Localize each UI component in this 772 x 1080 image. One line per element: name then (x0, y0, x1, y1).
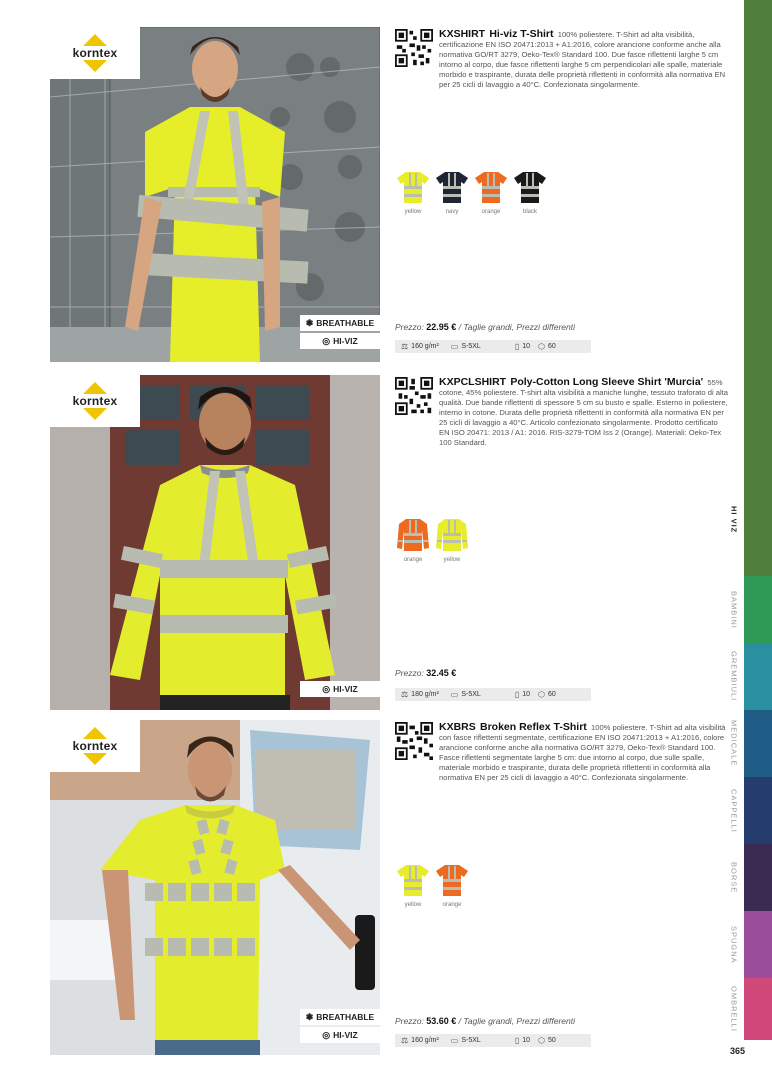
weight-icon: ⚖ (401, 690, 409, 699)
bag-icon: ▯ (514, 342, 520, 351)
spec-carton: ⬡ 60 (538, 690, 556, 699)
logo-triangle-icon (81, 58, 109, 72)
spec-weight: ⚖ 160 g/m² (401, 342, 439, 351)
sidebar-tab-hi-viz[interactable] (729, 0, 772, 576)
spec-sizes: ▭ S-5XL (450, 342, 481, 351)
product-name: Poly-Cotton Long Sleeve Shirt 'Murcia' (510, 376, 704, 388)
color-swatch-black[interactable] (512, 167, 548, 215)
color-swatch-yellow[interactable] (395, 860, 431, 908)
spec-weight: ⚖ 160 g/m² (401, 1036, 439, 1045)
color-label: yellow (443, 557, 461, 563)
sidebar-tab-label: GREMBIULI (729, 651, 739, 702)
sidebar-tab-label: HI VIZ (729, 506, 739, 534)
color-label: orange (481, 209, 501, 215)
color-swatch-yellow[interactable] (395, 167, 431, 215)
qr-code-icon[interactable] (395, 377, 433, 415)
price-line: Prezzo: 32.45 € (395, 668, 457, 678)
spec-pack: ▯ 10 (514, 690, 531, 699)
category-sidebar (729, 0, 772, 1040)
shirt-icon (395, 167, 431, 205)
sidebar-tab-bambini[interactable] (729, 576, 772, 643)
color-label: yellow (404, 902, 422, 908)
sidebar-tab-label: BORSE (729, 861, 739, 894)
color-label: black (522, 209, 537, 215)
qr-code-icon[interactable] (395, 29, 433, 67)
color-swatch-navy[interactable] (434, 167, 470, 215)
shirt-icon (473, 167, 509, 205)
eye-icon: ◎ (322, 683, 331, 694)
brand-name: korntex (72, 394, 118, 408)
shirt-icon (434, 860, 470, 898)
page-number: 365 (730, 1046, 746, 1056)
spec-sizes: ▭ S-5XL (450, 690, 481, 699)
shirt-icon (512, 167, 548, 205)
spec-weight: ⚖ 180 g/m² (401, 690, 439, 699)
sidebar-tab-borse[interactable] (729, 844, 772, 911)
weight-icon: ⚖ (401, 1036, 409, 1045)
brand-logo (50, 720, 140, 772)
price-value: 53.60 € (426, 1016, 457, 1026)
product-photo (50, 27, 380, 362)
price-value: 22.95 € (426, 322, 457, 332)
product-description: KXBRS Broken Reflex T-Shirt 100% poliestere. T-Shirt ad alta visibilità con fasce riflettenti segmentate, certificazione EN ISO 20471:2013 + A1:2016, colore arancione conforme anche alla normativa GO/RT 3279, Oeko-Tex® Standard 100. Fasce riflettenti segmentate larghe 5 cm: due intorno al corpo, due sulle spalle, materiale morbido e traspirante, durata delle proprietà riflettenti in conformità alla normativa EN per 25 cicli di lavaggio a 40°C. Confezionata singolarmente. (439, 721, 726, 782)
product-description: KXSHIRT Hi-viz T-Shirt 100% poliestere. T-Shirt ad alta visibilità, certificazione EN ISO 20471:2013 + A1:2016, colore arancione conforme anche alla normativa GO/RT 3279, Oeko-Tex® Standard 100. Due fasce riflettenti larghe 5 cm intorno al corpo, due fasce riflettenti larghe 5 cm perpendicolari alle spalle, materiale morbido e traspirante, durata delle proprietà riflettenti in conformità alla normativa EN per 25 cicli di lavaggio a 40°C. Confezionata singolarmente. (439, 28, 726, 89)
product-name: Broken Reflex T-Shirt (480, 721, 587, 733)
price-line: Prezzo: 53.60 € / Taglie grandi, Prezzi differenti (395, 1016, 575, 1026)
eye-icon: ◎ (322, 1029, 331, 1040)
breathable-icon: ❃ (305, 1011, 314, 1022)
badge-breathable: ❃ BREATHABLE (300, 315, 380, 331)
color-swatch-orange[interactable] (395, 515, 431, 563)
spec-sizes: ▭ S-5XL (450, 1036, 481, 1045)
qr-code-icon[interactable] (395, 722, 433, 760)
brand-logo (50, 375, 140, 427)
sidebar-tab-label: CAPPELLI (729, 788, 739, 833)
spec-bar (395, 1034, 591, 1047)
color-swatch-orange[interactable] (473, 167, 509, 215)
spec-pack: ▯ 10 (514, 342, 531, 351)
product-name: Hi-viz T-Shirt (489, 28, 554, 40)
sidebar-tab-grembiuli[interactable] (729, 643, 772, 710)
color-label: yellow (404, 209, 422, 215)
sidebar-tab-medicale[interactable] (729, 710, 772, 777)
product-code: KXBRS (439, 721, 476, 733)
ruler-icon: ▭ (450, 342, 459, 351)
badge-breathable: ❃ BREATHABLE (300, 1009, 380, 1025)
brand-name: korntex (72, 739, 118, 753)
logo-triangle-icon (81, 406, 109, 420)
sidebar-tab-label: MEDICALE (729, 720, 739, 767)
spec-carton: ⬡ 60 (538, 342, 556, 351)
breathable-icon: ❃ (305, 317, 314, 328)
weight-icon: ⚖ (401, 342, 409, 351)
color-label: navy (445, 209, 459, 215)
ruler-icon: ▭ (450, 1036, 459, 1045)
product-card-kxbrs (50, 720, 730, 1055)
product-photo (50, 720, 380, 1055)
sidebar-tab-label: OMBRELLI (729, 986, 739, 1032)
spec-bar (395, 340, 591, 353)
box-icon: ⬡ (538, 342, 546, 351)
shirt-icon (395, 515, 431, 553)
product-photo (50, 375, 380, 710)
product-info (395, 27, 730, 362)
eye-icon: ◎ (322, 335, 331, 346)
sidebar-tab-ombrelli[interactable] (729, 978, 772, 1040)
badge-hi-viz: ◎ HI-VIZ (300, 333, 380, 349)
product-info (395, 720, 730, 1055)
sidebar-tab-label: SPUGNA (729, 925, 739, 964)
product-code: KXSHIRT (439, 28, 486, 40)
ruler-icon: ▭ (450, 690, 459, 699)
price-value: 32.45 € (426, 668, 457, 678)
brand-name: korntex (72, 46, 118, 60)
shirt-icon (434, 167, 470, 205)
color-swatches (395, 860, 470, 908)
color-swatches (395, 167, 548, 215)
spec-pack: ▯ 10 (514, 1036, 531, 1045)
spec-carton: ⬡ 50 (538, 1036, 556, 1045)
product-card-kxshirt (50, 27, 730, 362)
logo-triangle-icon (81, 751, 109, 765)
color-label: orange (442, 902, 462, 908)
sidebar-tab-spugna[interactable] (729, 911, 772, 978)
product-code: KXPCLSHIRT (439, 376, 507, 388)
color-label: orange (403, 557, 423, 563)
product-card-kxpclshirt (50, 375, 730, 710)
badge-hi-viz: ◎ HI-VIZ (300, 681, 380, 697)
price-line: Prezzo: 22.95 € / Taglie grandi, Prezzi differenti (395, 322, 575, 332)
box-icon: ⬡ (538, 1036, 546, 1045)
shirt-icon (395, 860, 431, 898)
spec-bar (395, 688, 591, 701)
badge-hi-viz: ◎ HI-VIZ (300, 1027, 380, 1043)
bag-icon: ▯ (514, 1036, 520, 1045)
product-description: KXPCLSHIRT Poly-Cotton Long Sleeve Shirt 'Murcia' 55% cotone, 45% poliestere. T-shirt alta visibilità a maniche lunghe, tessuto traforato di alta qualità. Due bande riflettenti di spessore 5 cm su busto e spalle. Esterno in poliestere, interno in cotone. Durata delle proprietà riflettenti in conformità alla normativa EN per 25 cicli di lavaggio a 40°C. Articolo confezionato singolarmente. Prodotto certificato EN ISO 20471: 2013 / A1: 2016. RIS-3279-TOM Iss 2 (Orange). Materiali: Oeko-Tex 100 Standard. (439, 376, 729, 447)
color-swatch-yellow[interactable] (434, 515, 470, 563)
sidebar-tab-label: BAMBINI (729, 590, 739, 629)
color-swatches (395, 515, 470, 563)
shirt-icon (434, 515, 470, 553)
brand-logo (50, 27, 140, 79)
product-info (395, 375, 730, 710)
bag-icon: ▯ (514, 690, 520, 699)
box-icon: ⬡ (538, 690, 546, 699)
color-swatch-orange[interactable] (434, 860, 470, 908)
sidebar-tab-cappelli[interactable] (729, 777, 772, 844)
